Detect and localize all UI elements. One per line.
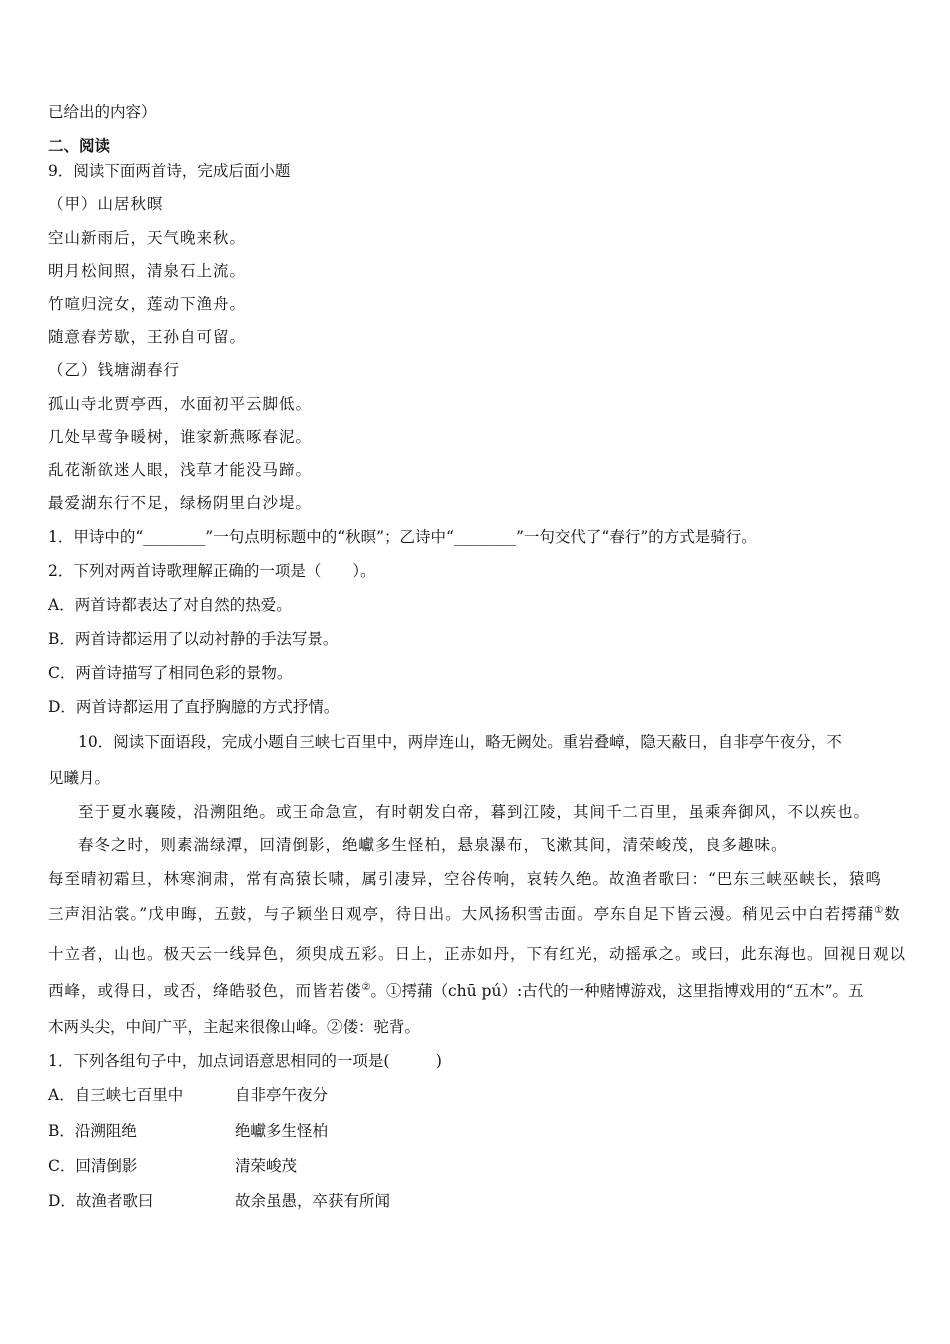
q10-para2: 至于夏水襄陵，沿溯阻绝。或王命急宣，有时朝发白帝，暮到江陵，其间千二百里，虽乘奔御风，不以疾也。	[78, 803, 871, 821]
q9-sub2: 2．下列对两首诗歌理解正确的一项是（ ）。	[48, 562, 376, 580]
q9-option-c: C．两首诗描写了相同色彩的景物。	[48, 664, 293, 682]
poem-a-line: 竹喧归浣女，莲动下渔舟。	[48, 295, 247, 313]
q9-option-d: D．两首诗都运用了直抒胸臆的方式抒情。	[48, 698, 340, 716]
q10-para4-line5: 木两头尖，中间广平，主起来很像山峰。②偻：驼背。	[48, 1018, 421, 1036]
q10-line2: 见曦月。	[48, 769, 111, 787]
q10-para4-line3: 十立者，山也。极天云一线异色，须臾成五彩。日上，正赤如丹，下有红光，动摇承之。或曰，此东海也。回视日观以	[48, 945, 907, 963]
footnote-mark-2: ②	[361, 981, 371, 993]
q10-footnote: 。①摴蒱（chū pú）:古代的一种赌博游戏，这里指博戏用的“五木”。五	[370, 982, 864, 1000]
poem-b-line: 最爱湖东行不足，绿杨阴里白沙堤。	[48, 494, 313, 512]
q9-sub1: 1．甲诗中的“________”一句点明标题中的“秋暝”；乙诗中“________”一句交代了“春行”的方式是骑行。	[48, 528, 757, 546]
poem-b-line: 孤山寺北贾亭西，水面初平云脚低。	[48, 395, 313, 413]
poem-a-line: 明月松间照，清泉石上流。	[48, 262, 247, 280]
q10-option-d: D．故渔者歌曰	[48, 1192, 154, 1210]
q9-option-b: B．两首诗都运用了以动衬静的手法写景。	[48, 630, 339, 648]
poem-a-line: 随意春芳歇，王孙自可留。	[48, 328, 247, 346]
q10-option-a-pair: 自非亭午夜分	[235, 1086, 329, 1104]
poem-a-line: 空山新雨后，天气晚来秋。	[48, 229, 247, 247]
q10-para4-line4	[48, 981, 864, 1001]
poem-b-title: （乙）钱塘湖春行	[48, 361, 181, 379]
top-fragment: 已给出的内容）	[48, 103, 157, 121]
q10-option-b-pair: 绝巘多生怪柏	[235, 1122, 329, 1140]
q10-para4-line2-text: 三声泪沾裳。”戊申晦，五鼓，与子颖坐日观亭，待日出。大风扬积雪击面。亭东自足下皆云漫。稍见云中白若摴蒱	[48, 905, 875, 923]
q10-sub1: 1．下列各组句子中，加点词语意思相同的一项是( )	[48, 1052, 442, 1070]
q9-prompt: 9．阅读下面两首诗，完成后面小题	[48, 162, 291, 180]
section-heading: 二、阅读	[48, 137, 111, 155]
q10-para4-line2	[48, 904, 901, 924]
poem-a-title: （甲）山居秋暝	[48, 195, 164, 213]
q10-option-d-pair: 故余虽愚，卒获有所闻	[235, 1192, 391, 1210]
q10-option-c: C．回清倒影	[48, 1157, 138, 1175]
q10-para3: 春冬之时，则素湍绿潭，回清倒影，绝巘多生怪柏，悬泉瀑布，飞漱其间，清荣峻茂，良多趣味。	[78, 836, 788, 854]
q10-option-b: B．沿溯阻绝	[48, 1122, 137, 1140]
footnote-mark-1: ①	[874, 904, 885, 916]
q10-option-a: A．自三峡七百里中	[48, 1086, 184, 1104]
q10-para4-line2-end: 数	[884, 905, 901, 923]
q10-para4-line1: 每至晴初霜旦，林寒涧肃，常有高猿长啸，属引凄异，空谷传响，哀转久绝。故渔者歌曰：“巴东三峡巫峡长，猿鸣	[48, 870, 882, 888]
q10-option-c-pair: 清荣峻茂	[235, 1157, 298, 1175]
poem-b-line: 几处早莺争暖树，谁家新燕啄春泥。	[48, 428, 313, 446]
q10-line1: 10．阅读下面语段，完成小题自三峡七百里中，两岸连山，略无阙处。重岩叠嶂，隐天蔽日，自非亭午夜分，不	[78, 733, 842, 751]
poem-b-line: 乱花渐欲迷人眼，浅草才能没马蹄。	[48, 461, 313, 479]
q10-para4-line4-text: 西峰，或得日，或否，绛皓驳色，而皆若偻	[48, 982, 362, 1000]
q9-option-a: A．两首诗都表达了对自然的热爱。	[48, 596, 292, 614]
